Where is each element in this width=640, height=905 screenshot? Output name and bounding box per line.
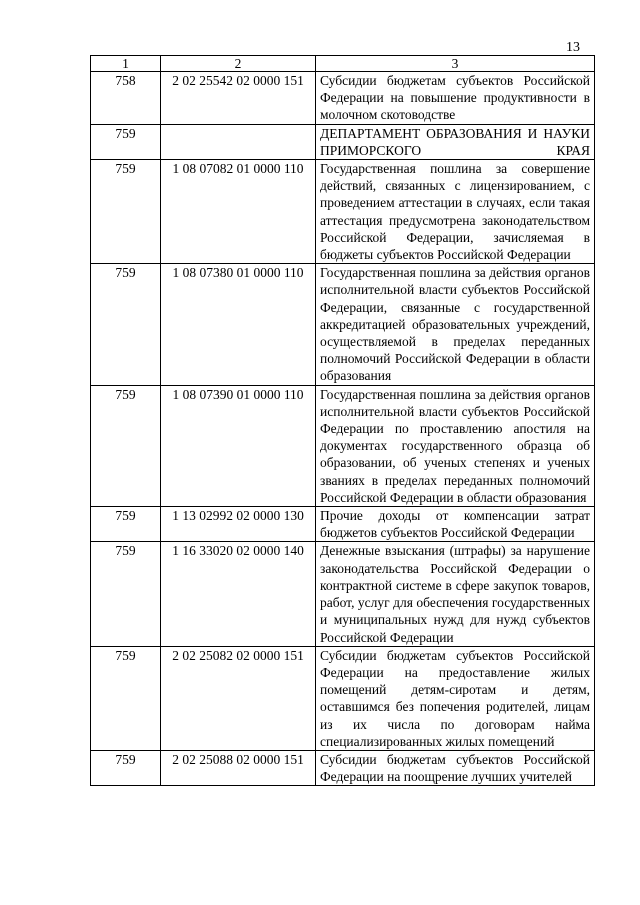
admin-code-cell: 759 bbox=[91, 646, 161, 750]
table-row bbox=[91, 264, 595, 385]
revenue-name-cell: Прочие доходы от компенсации затрат бюджетов субъектов Российской Федерации bbox=[316, 507, 595, 542]
admin-code-cell: 759 bbox=[91, 750, 161, 785]
revenue-name-cell: Государственная пошлина за действия органов исполнительной власти субъектов Российской Федерации по проставлению апостиля на документах государственного образца об образовании, об ученых степенях и ученых званиях в пределах переданных полномочий Российской Федерации в области образования bbox=[316, 385, 595, 506]
column-header-3: 3 bbox=[316, 56, 595, 72]
admin-code-cell: 759 bbox=[91, 160, 161, 264]
budget-classification-table bbox=[90, 55, 595, 786]
table-body bbox=[91, 56, 595, 786]
admin-code-cell: 759 bbox=[91, 385, 161, 506]
admin-code-cell: 759 bbox=[91, 542, 161, 646]
column-header-2: 2 bbox=[161, 56, 316, 72]
table-row bbox=[91, 646, 595, 750]
revenue-code-cell: 1 08 07390 01 0000 110 bbox=[161, 385, 316, 506]
table-row bbox=[91, 385, 595, 506]
revenue-code-cell: 1 13 02992 02 0000 130 bbox=[161, 507, 316, 542]
admin-code-cell: 758 bbox=[91, 72, 161, 125]
revenue-name-cell: Государственная пошлина за совершение действий, связанных с лицензированием, с проведением аттестации в случаях, если такая аттестация предусмотрена законодательством Российской Федерации, зачисляемая в бюджеты субъектов Российской Федерации bbox=[316, 160, 595, 264]
revenue-code-cell: 1 08 07082 01 0000 110 bbox=[161, 160, 316, 264]
revenue-name-cell: Денежные взыскания (штрафы) за нарушение законодательства Российской Федерации о контрактной системе в сфере закупок товаров, работ, услуг для обеспечения государственных и муниципальных нужд для нужд субъектов Российской Федерации bbox=[316, 542, 595, 646]
revenue-code-cell bbox=[161, 124, 316, 159]
table-row bbox=[91, 72, 595, 125]
revenue-code-cell: 1 08 07380 01 0000 110 bbox=[161, 264, 316, 385]
table-row bbox=[91, 124, 595, 159]
revenue-code-cell: 2 02 25542 02 0000 151 bbox=[161, 72, 316, 125]
table-row bbox=[91, 507, 595, 542]
revenue-code-cell: 2 02 25088 02 0000 151 bbox=[161, 750, 316, 785]
column-header-1: 1 bbox=[91, 56, 161, 72]
table-row bbox=[91, 750, 595, 785]
table-row bbox=[91, 542, 595, 646]
table-row bbox=[91, 160, 595, 264]
revenue-code-cell: 2 02 25082 02 0000 151 bbox=[161, 646, 316, 750]
page-number: 13 bbox=[566, 40, 580, 55]
department-name-cell: ДЕПАРТАМЕНТ ОБРАЗОВАНИЯ И НАУКИ ПРИМОРСКОГО КРАЯ bbox=[316, 124, 595, 159]
admin-code-cell: 759 bbox=[91, 264, 161, 385]
table-header-row bbox=[91, 56, 595, 72]
admin-code-cell: 759 bbox=[91, 124, 161, 159]
admin-code-cell: 759 bbox=[91, 507, 161, 542]
revenue-name-cell: Государственная пошлина за действия органов исполнительной власти субъектов Российской Федерации, связанные с государственной аккредитацией образовательных учреждений, осуществляемой в пределах переданных полномочий Российской Федерации в области образования bbox=[316, 264, 595, 385]
revenue-name-cell: Субсидии бюджетам субъектов Российской Федерации на поощрение лучших учителей bbox=[316, 750, 595, 785]
revenue-code-cell: 1 16 33020 02 0000 140 bbox=[161, 542, 316, 646]
revenue-name-cell: Субсидии бюджетам субъектов Российской Федерации на предоставление жилых помещений детям-сиротам и детям, оставшимся без попечения родителей, лицам из их числа по договорам найма специализированных жилых помещений bbox=[316, 646, 595, 750]
revenue-name-cell: Субсидии бюджетам субъектов Российской Федерации на повышение продуктивности в молочном скотоводстве bbox=[316, 72, 595, 125]
